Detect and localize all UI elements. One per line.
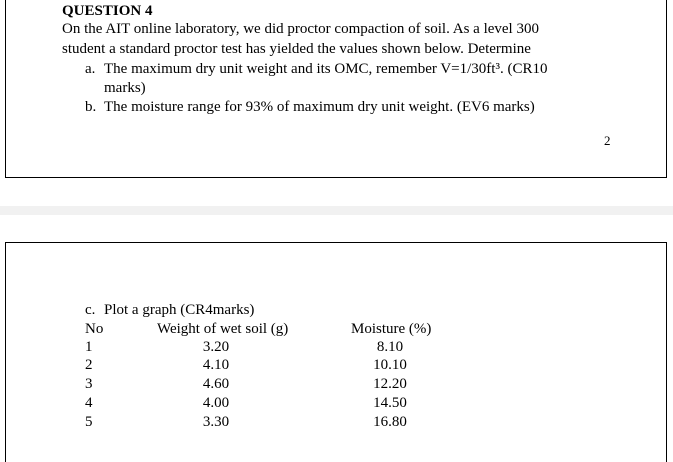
part-c-text: Plot a graph (CR4marks) (104, 302, 255, 318)
item-b-text: The moisture range for 93% of maximum dry unit weight. (EV6 marks) (104, 99, 535, 115)
table-cell-moisture: 14.50 (373, 395, 407, 411)
table-cell-weight: 3.20 (202, 339, 230, 355)
table-header-weight: Weight of wet soil (g) (157, 321, 289, 337)
table-cell-no: 1 (85, 339, 93, 355)
intro-line-1: On the AIT online laboratory, we did proctor compaction of soil. As a level 300 (62, 21, 539, 37)
page-number: 2 (604, 133, 611, 148)
table-cell-weight: 3.30 (202, 414, 230, 430)
table-cell-moisture: 16.80 (373, 414, 407, 430)
item-a-marker: a. (85, 61, 96, 77)
table-cell-no: 3 (85, 376, 93, 392)
table-cell-moisture: 8.10 (376, 339, 404, 355)
item-b-marker: b. (85, 99, 97, 115)
item-a-line-2: marks) (104, 80, 146, 96)
table-cell-moisture: 10.10 (373, 357, 407, 373)
table-header-moisture: Moisture (%) (351, 321, 432, 337)
table-cell-weight: 4.00 (202, 395, 230, 411)
page-gap (0, 206, 673, 215)
document-page-2 (5, 242, 667, 462)
table-cell-moisture: 12.20 (373, 376, 407, 392)
table-cell-weight: 4.60 (202, 376, 230, 392)
intro-line-2: student a standard proctor test has yielded the values shown below. Determine (62, 41, 531, 57)
table-cell-no: 2 (85, 357, 93, 373)
question-title: QUESTION 4 (62, 3, 153, 19)
table-cell-no: 4 (85, 395, 93, 411)
item-a-line-1: The maximum dry unit weight and its OMC, remember V=1/30ft³. (CR10 (104, 61, 548, 77)
table-header-no: No (85, 321, 104, 337)
part-c-marker: c. (85, 302, 96, 318)
table-cell-no: 5 (85, 414, 93, 430)
table-cell-weight: 4.10 (202, 357, 230, 373)
